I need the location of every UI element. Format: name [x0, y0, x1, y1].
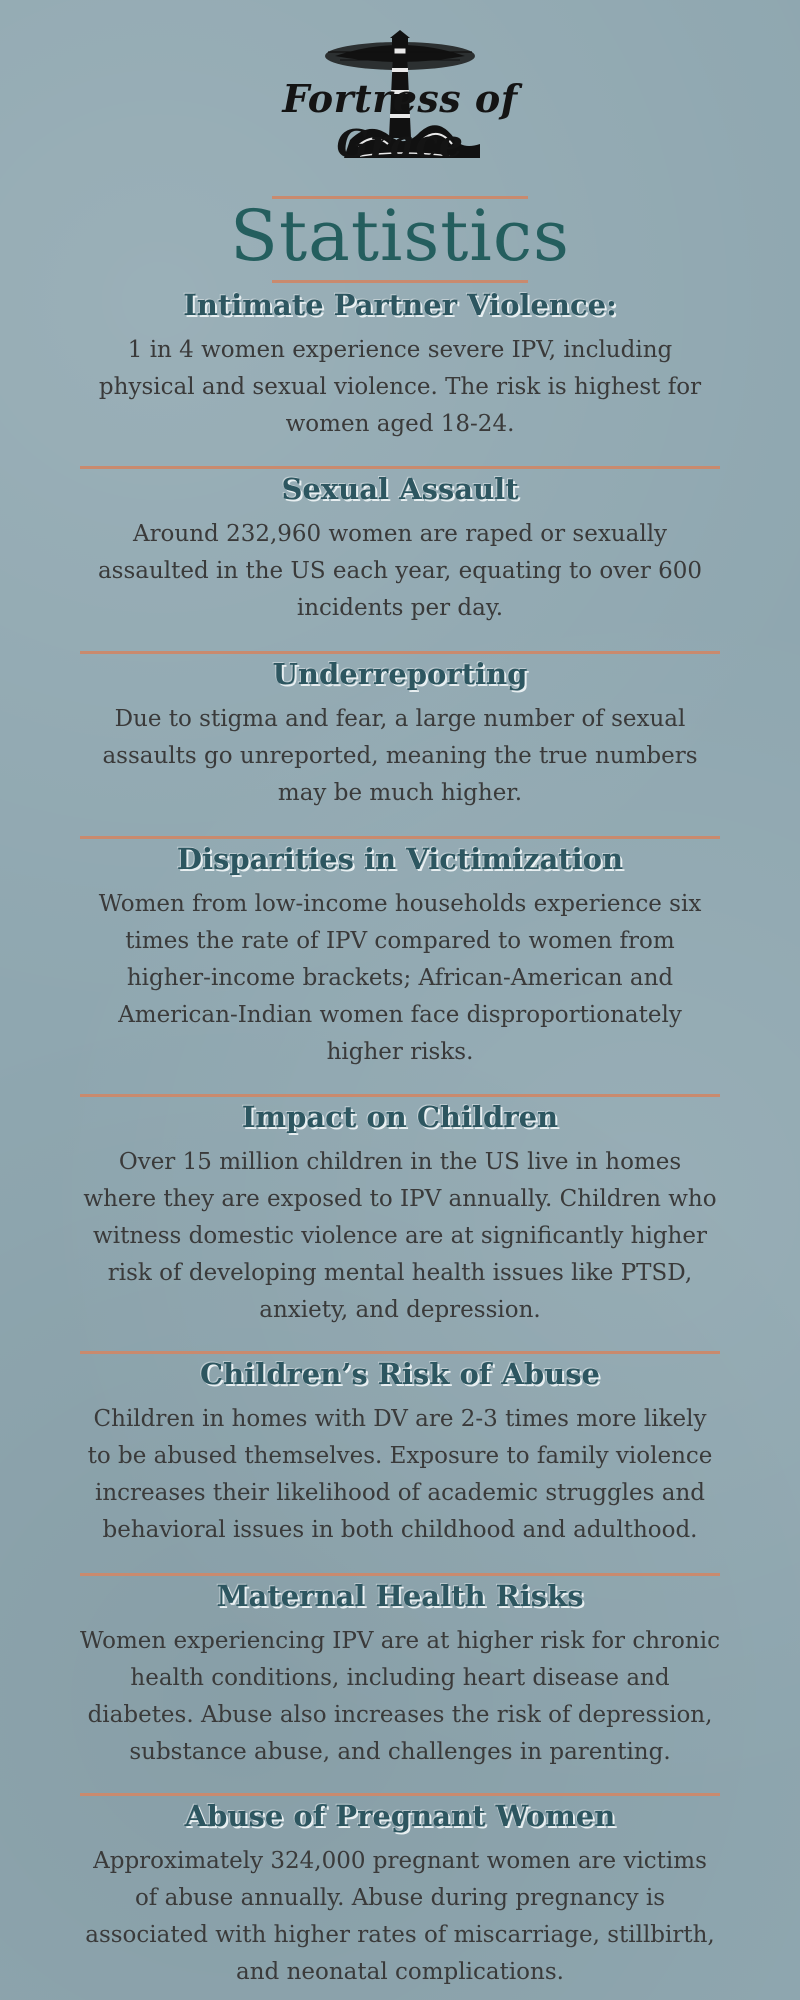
- section-disparities: [80, 840, 720, 1071]
- section-heading: Disparities in Victimization: [176, 842, 624, 876]
- section-body: Around 232,960 women are raped or sexually assaulted in the US each year, equating to over 600 incidents per day.: [97, 521, 703, 621]
- brand-logo: [240, 28, 560, 188]
- section-childrens-risk: [80, 1355, 720, 1549]
- section-body: 1 in 4 women experience severe IPV, including physical and sexual violence. The risk is highest for women aged 18-24.: [98, 337, 702, 437]
- section-intimate-partner-violence: [80, 286, 720, 443]
- section-body: Over 15 million children in the US live in homes where they are exposed to IPV annually. Children who witness domestic violence are at significantly higher risk of developing mental health issues like PTSD, anxiety, and depression.: [83, 1149, 717, 1323]
- section-heading: Underreporting: [272, 657, 528, 691]
- section-heading: Sexual Assault: [281, 472, 519, 506]
- section-body: Women experiencing IPV are at higher risk for chronic health conditions, including heart disease and diabetes. Abuse also increases the risk of depression, substance abuse, and challenges in parenting.: [80, 1628, 720, 1765]
- section-divider: [80, 1573, 720, 1576]
- section-heading: Children’s Risk of Abuse: [200, 1357, 600, 1391]
- section-divider: [80, 1094, 720, 1097]
- section-maternal-health: [80, 1577, 720, 1771]
- section-pregnant-women: [80, 1797, 720, 1991]
- section-heading: Abuse of Pregnant Women: [184, 1799, 616, 1833]
- section-body: Children in homes with DV are 2-3 times more likely to be abused themselves. Exposure to family violence increases their likelihood of academic struggles and behavioral issues in both childhood and adulthood.: [87, 1406, 713, 1543]
- section-heading: Intimate Partner Violence:: [183, 288, 617, 322]
- section-divider: [80, 651, 720, 654]
- section-heading: Impact on Children: [241, 1100, 559, 1134]
- section-divider: [80, 466, 720, 469]
- brand-name: Fortress of Grace: [282, 76, 518, 166]
- section-divider: [80, 1793, 720, 1796]
- section-body: Approximately 324,000 pregnant women are victims of abuse annually. Abuse during pregnancy is associated with higher rates of miscarriage, stillbirth, and neonatal complications.: [85, 1848, 715, 1985]
- section-divider: [80, 836, 720, 839]
- section-body: Due to stigma and fear, a large number of sexual assaults go unreported, meaning the true numbers may be much higher.: [102, 706, 698, 806]
- section-impact-on-children: [80, 1098, 720, 1329]
- section-body: Women from low-income households experience six times the rate of IPV compared to women from higher-income brackets; African-American and American-Indian women face disproportionately higher risks.: [98, 891, 702, 1065]
- section-underreporting: [80, 655, 720, 812]
- title-bottom-rule: [272, 280, 528, 283]
- section-heading: Maternal Health Risks: [216, 1579, 584, 1613]
- page-title: Statistics: [230, 195, 570, 277]
- section-sexual-assault: [80, 470, 720, 627]
- section-divider: [80, 1351, 720, 1354]
